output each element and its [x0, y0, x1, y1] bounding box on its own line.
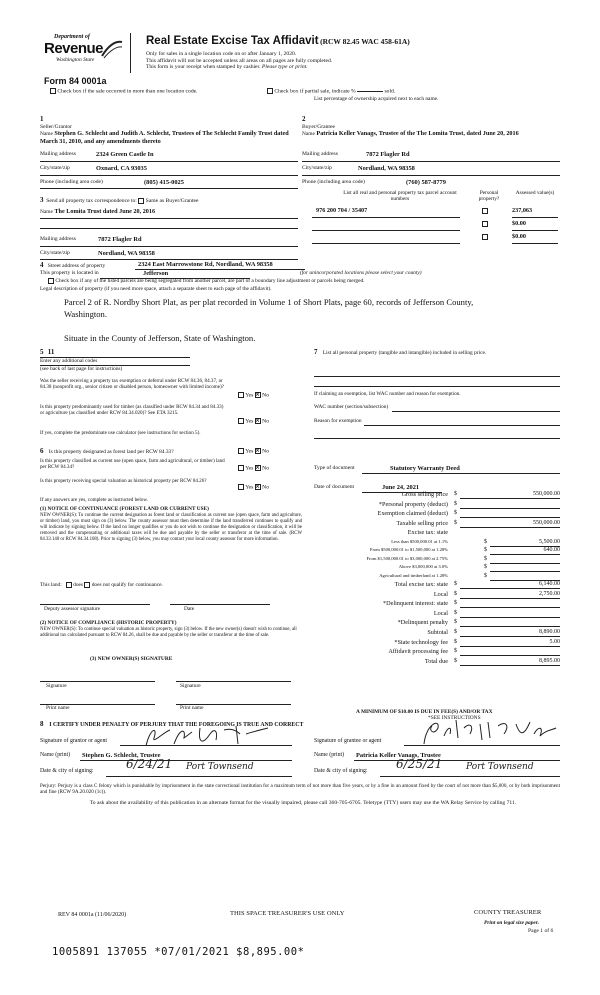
section3-mail-value: 7872 Flagler Rd: [98, 236, 142, 243]
treasurer-space-label: THIS SPACE TREASURER'S USE ONLY: [230, 910, 345, 917]
minimum-fee-note: A MINIMUM OF $10.00 IS DUE IN FEE(S) AND/OR TAX: [356, 709, 493, 715]
tax-row-underline: [460, 517, 560, 518]
grantee-signature-label: Signature of grantee or agent: [314, 738, 382, 744]
tax-row-dollar: $: [484, 539, 487, 545]
tax-row: [314, 591, 560, 600]
tax-row: [314, 510, 560, 519]
land-use-code: 11: [47, 348, 55, 356]
assessed-value: $0.00: [512, 220, 526, 227]
parcel-col-header: List all real and personal property tax parcel account numbers: [343, 190, 457, 203]
does-checkbox[interactable]: [66, 582, 72, 588]
legal-desc-label: Legal description of property (if you need more space, attach a separate sheet to each page of the affidavit).: [40, 286, 272, 292]
tax-row-label: From $500,000.01 to $1,500,000 at 1.28%: [369, 547, 448, 553]
buyer-mail-row: Mailing address 7872 Flagler Rd: [302, 151, 410, 158]
tax-row-dollar: $: [454, 581, 457, 587]
instruction-line-2: This affidavit will not be accepted unless all areas on all pages are fully completed.: [146, 57, 333, 64]
section6-q3-answer: Yes × No: [238, 484, 269, 491]
tax-row-dollar: $: [454, 609, 457, 616]
section4-county-row: This property is located in Jefferson (for unincorporated locations please select your county): [40, 270, 422, 277]
new-owner-signature-label-1: Signature: [46, 683, 67, 689]
seller-name: Name Stephen G. Schlecht and Judith A. Schlecht, Trustees of The Schlecht Family Trust dated March 31, 2010, and any amendments thereto: [40, 130, 289, 146]
tax-row-value: 6,140.00: [539, 581, 560, 587]
section5: 5 11: [40, 348, 55, 356]
form-number: Form 84 0001a: [44, 76, 107, 86]
section6-q1-row: 6 Is this property designated as forest land per RCW 84.33?: [40, 447, 174, 455]
grantor-city-value: Port Townsend: [186, 762, 254, 772]
tax-row-dollar: $: [454, 500, 457, 507]
parcel-row-2: [312, 220, 560, 230]
grantor-name-row: Name (print) Stephen G. Schlecht, Trustee: [40, 752, 161, 759]
tax-row: [314, 501, 560, 510]
tax-row-label: *Personal property (deduct): [378, 500, 448, 508]
tax-row: [314, 610, 560, 619]
legal-description: Parcel 2 of R. Nordby Short Plat, as per plat recorded in Volume 1 of Short Plats, page 60, records of Jefferson County, Washington.: [64, 297, 474, 320]
tax-row-dollar: $: [454, 519, 457, 526]
section5-q1: Was the seller receiving a property tax exemption or deferral under RCW 84.36, 84.37, or 84.38 (nonprofit org., senior citizen or disabled person, homeowner with limited income)?: [40, 378, 224, 391]
section5-q2-answer: Yes × No: [238, 418, 269, 425]
section4-street-row: 4 Street address of property 2324 East Marrowstone Rd, Nordland, WA 98358: [40, 261, 273, 269]
tax-row-dollar: $: [454, 648, 457, 655]
doc-type-value: Statutory Warranty Deed: [390, 465, 460, 472]
tax-row: [314, 619, 560, 628]
section5-q2: Is this property predominantly used for timber (as classified under RCW 84.34 and 84.33) or agriculture (as classified under RCW 84.34.020)? See ETA 3215.: [40, 404, 224, 417]
buyer-mail-value: 7872 Flagler Rd: [366, 151, 410, 158]
notice3-title: (3) NEW OWNER(S) SIGNATURE: [90, 656, 173, 662]
tax-row-label: Gross selling price: [401, 491, 448, 498]
personal-col-header: Personal property?: [478, 190, 500, 203]
tax-row: [314, 491, 560, 500]
grantor-date-row: Date & city of signing:: [40, 768, 94, 774]
county-treasurer-label: COUNTY TREASURER: [474, 909, 542, 916]
assessor-signature-label: Deputy assessor signature: [44, 606, 100, 612]
title-text: Real Estate Excise Tax Affidavit: [146, 35, 319, 47]
logo-swoosh-icon: [100, 38, 124, 60]
see-back-label: (see back of last page for instructions): [40, 366, 123, 372]
section6-q3: Is this property receiving special valuation as historical property per RCW 84.26?: [40, 478, 207, 484]
segregation-check[interactable]: Check box if any of the listed parcels are being segregated from another parcel, are part of a boundary line adjustment or parcels being merged.: [48, 278, 365, 284]
doc-date-value: June 24, 2021: [382, 484, 420, 491]
section3-heading: 3 Send all property tax correspondence to: Same as Buyer/Grantee: [40, 196, 199, 204]
section6-q2-answer: Yes × No: [238, 465, 269, 472]
seller-mail-value: 2324 Green Castle In: [96, 151, 154, 158]
personal-checkbox[interactable]: [482, 234, 488, 240]
grantor-signature-label: Signature of grantor or agent: [40, 738, 107, 744]
tax-row-value: 5.00: [549, 638, 560, 645]
seller-city-row: City/state/zip Oxnard, CA 93035: [40, 165, 147, 172]
assessed-value: $0.00: [512, 233, 526, 240]
no-checkbox[interactable]: [255, 465, 261, 471]
section3-city-row: City/state/zip Nordland, WA 98358: [40, 250, 155, 257]
tax-row-dollar: $: [454, 600, 457, 607]
tax-row: [314, 600, 560, 609]
tax-row-label: *Delinquent penalty: [397, 619, 448, 627]
alt-format-text: To ask about the availability of this publication in an alternate format for the visually impaired, please call 360-705-6705. Teletype (TTY) users may use the WA Relay Service by calling 711.: [89, 800, 517, 806]
grantee-print-name: Patricia Keller Vanags, Trustee: [356, 752, 441, 759]
buyer-city-value: Nordland, WA 98358: [358, 165, 415, 172]
seller-heading: Seller/Grantor: [40, 123, 72, 130]
seller-mail-row: Mailing address 2324 Green Castle In: [40, 151, 154, 158]
new-owner-print-name-1: Print name: [46, 705, 70, 711]
tax-row-underline: [460, 626, 560, 627]
section7: 7 List all personal property (tangible and intangible) included in selling price.: [314, 348, 487, 356]
section3-city-value: Nordland, WA 98358: [98, 250, 155, 257]
tax-row-underline: [460, 636, 560, 637]
tax-row-underline: [460, 498, 560, 499]
tax-row: [314, 520, 560, 529]
rev-number: REV 84 0001a (11/06/2020): [58, 912, 127, 918]
no-checkbox[interactable]: [255, 484, 261, 490]
tax-row: [314, 648, 560, 657]
partial-sale-check[interactable]: Check box if partial sale, indicate % sold.: [267, 88, 395, 95]
partial-sale-checkbox[interactable]: [267, 88, 273, 94]
yes-checkbox[interactable]: [238, 448, 244, 454]
tax-row-dollar: $: [484, 572, 487, 579]
tax-row-dollar: $: [454, 510, 457, 517]
same-as-buyer-checkbox[interactable]: [138, 198, 144, 204]
tax-row-dollar: $: [454, 491, 457, 497]
tax-row-value: 5,500.00: [539, 539, 560, 545]
perjury-text: Perjury: Perjury is a class C felony which is punishable by imprisonment in the state correctional institution for a maximum term of not more than five years, or by a fine in an amount fixed by the court of not more than $5,000, or by both imprisonment and fine (RCW 9A.20.020 (1c)).: [40, 783, 560, 796]
logo-name: Revenue: [44, 40, 104, 57]
tax-row-label: *Delinquent interest: state: [383, 600, 448, 608]
assessed-col-header: Assessed value(s): [515, 190, 555, 196]
tax-row-label: Local: [433, 609, 448, 617]
wac-claim-note: If claiming an exemption, list WAC number and reason for exemption.: [314, 391, 461, 397]
tax-row-dollar: $: [484, 547, 487, 554]
tax-row-dollar: $: [454, 629, 457, 635]
yes-checkbox[interactable]: [238, 465, 244, 471]
grantee-signature: [420, 716, 560, 748]
tax-row-label: Local: [433, 590, 448, 598]
logo-dept: Department of: [54, 34, 90, 40]
tax-row: [314, 658, 560, 667]
parcel-row-1: [312, 207, 560, 217]
new-owner-signature-label-2: Signature: [180, 683, 201, 689]
instruction-line-1: Only for sales in a single location code on or after January 1, 2020.: [146, 51, 297, 57]
grantee-city-value: Port Townsend: [466, 762, 534, 772]
tax-row-label: *State technology fee: [394, 638, 448, 646]
notice2-title: (2) NOTICE OF COMPLIANCE (HISTORIC PROPERTY): [40, 620, 177, 626]
seller-phone-value: (805) 415-0025: [144, 179, 184, 186]
tax-row-underline: [460, 598, 560, 599]
tax-row: [314, 639, 560, 648]
tax-row-value: 2,750.00: [539, 590, 560, 597]
tax-row-underline: [460, 588, 560, 589]
tax-row-value: 640.00: [543, 547, 560, 554]
buyer-name: Name Patricia Keller Vanags, Trustee of the The Lomita Trust, dated June 20, 2016: [302, 130, 519, 138]
wac-number-label: WAC number (section/subsection): [314, 404, 389, 410]
tax-row-label: Above $3,000,000 at 3.0%: [398, 564, 448, 570]
tax-row-underline: [460, 655, 560, 656]
parcel-row-3: [312, 233, 560, 243]
reason-label: Reason for exemption: [314, 418, 362, 424]
section3-name-value: The Lomita Trust dated June 20, 2016: [54, 208, 156, 215]
tax-row-label: Excise tax: state: [407, 529, 448, 537]
seller-phone-row: Phone (including area code) (805) 415-0025: [40, 179, 184, 186]
tax-row-dollar: $: [454, 657, 457, 664]
tax-row-label: Taxable selling price: [396, 519, 448, 527]
header-instructions: [146, 51, 332, 71]
tax-row-underline: [460, 646, 560, 647]
grantor-signature: [140, 724, 280, 750]
legal-paper-note: Print on legal size paper.: [484, 920, 539, 926]
notice1-title: (1) NOTICE OF CONTINUANCE (FOREST LAND OR CURRENT USE): [40, 506, 209, 512]
no-checkbox[interactable]: [255, 392, 261, 398]
buyer-phone-row: Phone (including area code) (760) 587-8779: [302, 179, 446, 186]
continuance-row: This land: does does not qualify for continuance.: [40, 582, 163, 589]
grantee-date-value: 6/25/21: [396, 757, 443, 771]
situate-line: Situate in the County of Jefferson, State of Washington.: [64, 333, 256, 343]
tax-row-underline: [460, 617, 560, 618]
grantee-date-row: Date & city of signing:: [314, 768, 368, 774]
cashier-receipt-stamp: 1005891 137055 *07/01/2021 $8,895.00*: [52, 946, 305, 958]
tax-row-label: Subtotal: [427, 629, 448, 636]
page-number: Page 1 of 6: [528, 928, 554, 934]
tax-row: [314, 581, 560, 590]
add-codes-label: Enter any additional codes: [40, 358, 98, 364]
assessed-value: 237,063: [512, 207, 533, 214]
tax-row-underline: [460, 508, 560, 509]
title-rcw: (RCW 82.45 WAC 458-61A): [320, 37, 410, 46]
buyer-city-row: City/state/zip Nordland, WA 98358: [302, 165, 415, 172]
tax-row-value: 550,000.00: [533, 491, 560, 497]
new-owner-print-name-2: Print name: [180, 705, 204, 711]
grantor-date-value: 6/24/21: [126, 757, 173, 771]
multi-location-check[interactable]: Check box if the sale occurred in more than one location code.: [50, 88, 198, 95]
section6-q2: Is this property classified as current use (open space, farm and agricultural, or timber) land per RCW 84.34?: [40, 458, 225, 471]
tax-row-underline: [460, 607, 560, 608]
county-value: Jefferson: [143, 270, 169, 277]
section5-q1-answer: Yes × No: [238, 392, 269, 399]
tax-row-label: From $1,500,000.01 to $3,000,000 at 2.75%: [366, 555, 448, 561]
buyer-section: 2 Buyer/Grantee Name Patricia Keller Vanags, Trustee of the The Lomita Trust, dated June 20, 2016: [302, 115, 560, 138]
tax-row-dollar: $: [454, 590, 457, 597]
tax-row-dollar: $: [484, 555, 487, 562]
seller-section: 1 Seller/Grantor Name Stephen G. Schlecht and Judith A. Schlecht, Trustees of The Schlecht Family Trust dated March 31, 2010, and any amendments thereto: [40, 115, 298, 146]
no-checkbox[interactable]: [255, 448, 261, 454]
tax-row-label: Agricultural and timberland at 1.28%: [379, 572, 448, 578]
certify-row: 8 I CERTIFY UNDER PENALTY OF PERJURY THAT THE FOREGOING IS TRUE AND CORRECT: [40, 720, 304, 728]
personal-checkbox[interactable]: [482, 208, 488, 214]
tax-row-label: Less than $500,000.01 at 1.1%: [391, 539, 448, 544]
section3-name-row: Name The Lomita Trust dated June 20, 2016: [40, 208, 156, 215]
doc-type-row: Type of document Statutory Warranty Deed: [314, 465, 460, 472]
assessor-date-label: Date: [184, 606, 195, 612]
tax-row-label: Total excise tax: state: [394, 581, 448, 588]
yes-checkbox[interactable]: [238, 418, 244, 424]
tax-row: [314, 529, 560, 538]
tax-row-label: Exemption claimed (deduct): [377, 510, 448, 518]
tax-row-underline: [460, 665, 560, 666]
yes-checkbox[interactable]: [238, 392, 244, 398]
section6-q1-answer: Yes × No: [238, 448, 269, 455]
grantee-name-row: Name (print) Patricia Keller Vanags, Trustee: [314, 752, 441, 759]
section5-q2b: If yes, complete the predominate use calculator (see instructions for section 5).: [40, 430, 201, 436]
does-not-checkbox[interactable]: [84, 582, 90, 588]
tax-row-value: 550,000.00: [533, 519, 560, 526]
yes-checkbox[interactable]: [238, 484, 244, 490]
partial-list-note: List percentage of ownership acquired next to each name.: [314, 96, 439, 102]
form-title: [146, 35, 410, 48]
revenue-logo: [40, 34, 122, 72]
grantor-print-name: Stephen G. Schlecht, Trustee: [82, 752, 161, 759]
any-yes-note: If any answers are yes, complete as instructed below.: [40, 497, 149, 503]
parcel-number: 976 200 704 / 35407: [316, 207, 368, 214]
tax-row-value: 8,895.00: [539, 657, 560, 664]
tax-row-label: Affidavit processing fee: [388, 648, 448, 656]
section3-mail-row: Mailing address 7872 Flagler Rd: [40, 236, 142, 243]
tax-row-dollar: $: [454, 638, 457, 645]
buyer-phone-value: (760) 587-8779: [406, 179, 446, 186]
tax-row: [314, 629, 560, 638]
seller-city-value: Oxnard, CA 93035: [96, 165, 147, 172]
personal-checkbox[interactable]: [482, 221, 488, 227]
buyer-heading: Buyer/Grantee: [302, 123, 335, 130]
no-checkbox[interactable]: [255, 418, 261, 424]
tax-row-value: 8,890.00: [539, 629, 560, 635]
notice1-body: NEW OWNER(S): To continue the current designation as forest land or classification as current use (open space, farm and agriculture, or timber) land, you must sign on (3) below. The county assessor must then determine if the land transferred continues to qualify and will indicate by signing below. If the land no longer qualifies or you do not wish to continue the designation or classification, it will be removed and the compensating or additional taxes will be due and payable by the seller or transferor at the time of sale. (RCW 84.33.140 or RCW 84.34.108). Prior to signing (3) below, you may contact your local county assessor for more information.: [40, 513, 302, 542]
tax-row-underline: [460, 527, 560, 528]
doc-date-row: Date of document June 24, 2021: [314, 484, 420, 491]
multi-location-checkbox[interactable]: [50, 88, 56, 94]
instruction-line-3: This form is your receipt when stamped by cashier. Please type or print.: [146, 64, 308, 71]
segregation-checkbox[interactable]: [48, 278, 54, 284]
tax-row-dollar: $: [484, 564, 487, 571]
tax-row-label: Total due: [424, 657, 448, 665]
logo-state: Washington State: [56, 57, 95, 63]
street-address-value: 2324 East Marrowstone Rd, Nordland, WA 98358: [138, 261, 273, 268]
notice2-body: NEW OWNER(S): To continue special valuation as historic property, sign (3) below. If the new owner(s) doesn't wish to continue, all additional tax calculated pursuant to RCW 84.26, shall be due and payable by the seller or transferor at the time of sale.: [40, 627, 297, 638]
tax-row-dollar: $: [454, 619, 457, 626]
see-instructions-note: *SEE INSTRUCTIONS: [428, 715, 481, 721]
